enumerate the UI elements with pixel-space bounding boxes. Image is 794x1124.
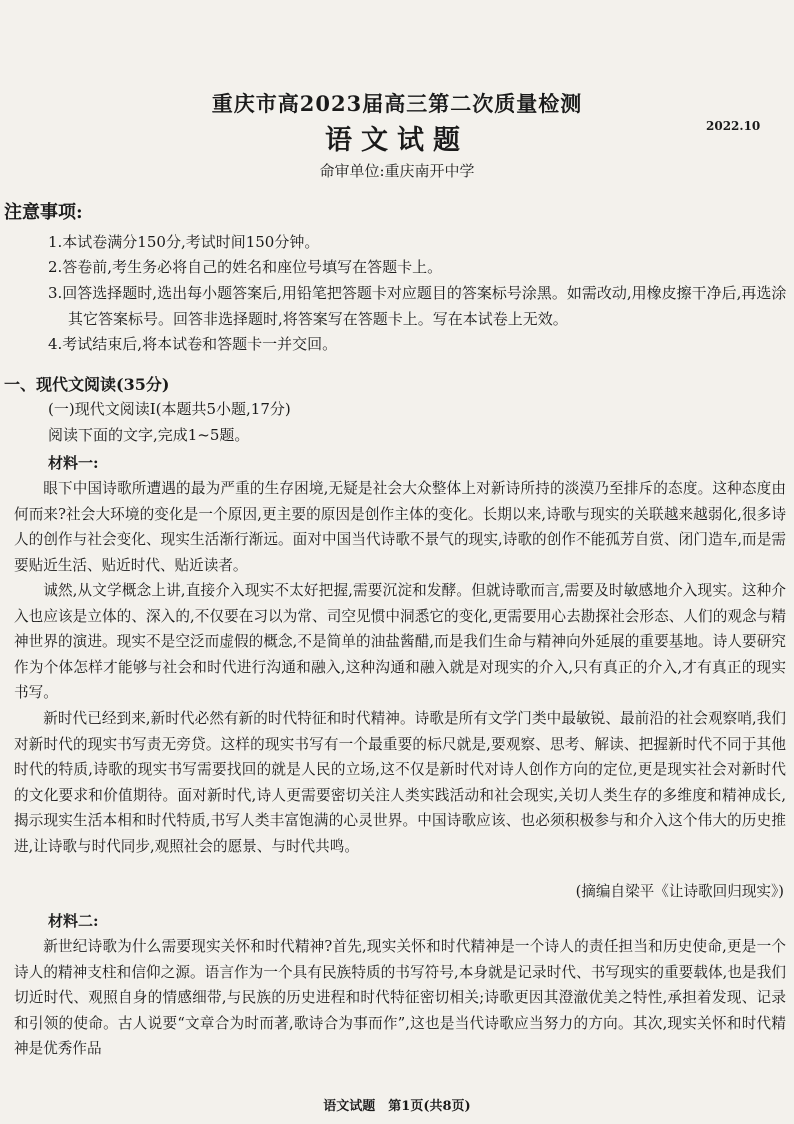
material-one-paragraph: 眼下中国诗歌所遭遇的最为严重的生存困境,无疑是社会大众整体上对新诗所持的淡漠乃至排斥的态度。这种态度由何而来?社会大环境的变化是一个原因,更主要的原因是创作主体的变化。长期以来,诗歌与现实的关联越来越弱化,很多诗人的创作与社会变化、现实生活渐行渐远。面对中国当代诗歌不景气的现实,诗歌的创作不能孤芳自赏、闭门造车,而是需要贴近生活、贴近时代、贴近读者。 [14,480,786,574]
subject-title: 语文试题 [325,125,469,156]
notice-heading: 注意事项: [4,202,83,223]
notice-item: 2.答卷前,考生务必将自己的姓名和座位号填写在答题卡上。 [48,258,443,276]
notice-item: 4.考试结束后,将本试卷和答题卡一并交回。 [48,335,338,353]
material-one-label: 材料一: [48,454,99,472]
notice-item: 3.回答选择题时,选出每小题答案后,用铅笔把答题卡对应题目的答案标号涂黑。如需改动,用橡皮擦干净后,再选涂其它答案标号。回答非选择题时,将答案写在答题卡上。写在本试卷上无效。 [48,284,787,328]
notice-list [48,230,788,357]
material-two-paragraph: 新世纪诗歌为什么需要现实关怀和时代精神?首先,现实关怀和时代精神是一个诗人的责任担当和历史使命,更是一个诗人的精神支柱和信仰之源。语言作为一个具有民族特质的书写符号,本身就是记录时代、书写现实的重要载体,也是我们切近时代、观照自身的情感细带,与民族的历史进程和时代特征密切相关;诗歌更因其澄澈优美之特性,承担着发现、记录和引领的使命。古人说要“文章合为时而著,歌诗合为事而作”,这也是当代诗歌应当努力的方向。其次,现实关怀和时代精神是优秀作品 [14,938,786,1058]
material-one-paragraph: 诚然,从文学概念上讲,直接介入现实不太好把握,需要沉淀和发酵。但就诗歌而言,需要及时敏感地介入现实。这种介入也应该是立体的、深入的,不仅要在习以为常、司空见惯中洞悉它的变化,更需要用心去勘探社会形态、人们的观念与精神世界的演进。现实不是空泛而虚假的概念,不是简单的油盐酱醋,而是我们生命与精神向外延展的重要基地。诗人要研究作为个体怎样才能够与社会和时代进行沟通和融入,这种沟通和融入就是对现实的介入,只有真正的介入,才有真正的现实书写。 [14,582,786,702]
exam-date: 2022.10 [706,119,761,133]
sub-section-heading: (一)现代文阅读Ⅰ(本题共5小题,17分) [48,400,291,418]
section-heading: 一、现代文阅读(35分) [4,375,170,394]
material-two-label: 材料二: [48,912,99,930]
notice-item: 1.本试卷满分150分,考试时间150分钟。 [48,233,320,251]
reading-instruction: 阅读下面的文字,完成1~5题。 [48,426,250,444]
page-footer: 语文试题 第1页(共8页) [323,1099,471,1114]
exam-title: 重庆市高2023届高三第二次质量检测 [211,91,583,116]
material-one-source: (摘编自梁平《让诗歌回归现实》) [575,883,784,900]
material-one-paragraph: 新时代已经到来,新时代必然有新的时代特征和时代精神。诗歌是所有文学门类中最敏锐、最前沿的社会观察哨,我们对新时代的现实书写责无旁贷。这样的现实书写有一个最重要的标尺就是,要观察、思考、解读、把握新时代不同于其他时代的特质,诗歌的现实书写需要找回的就是人民的立场,这不仅是新时代对诗人创作方向的定位,更是现实社会对新时代的文化要求和价值期待。面对新时代,诗人更需要密切关注人类实践活动和社会现实,关切人类生存的多维度和精神成长,揭示现实生活本相和时代特质,书写人类丰富饱满的心灵世界。中国诗歌应该、也必须积极参与和介入这个伟大的历史推进,让诗歌与时代同步,观照社会的愿景、与时代共鸣。 [14,710,786,855]
exam-unit: 命审单位:重庆南开中学 [319,162,475,180]
